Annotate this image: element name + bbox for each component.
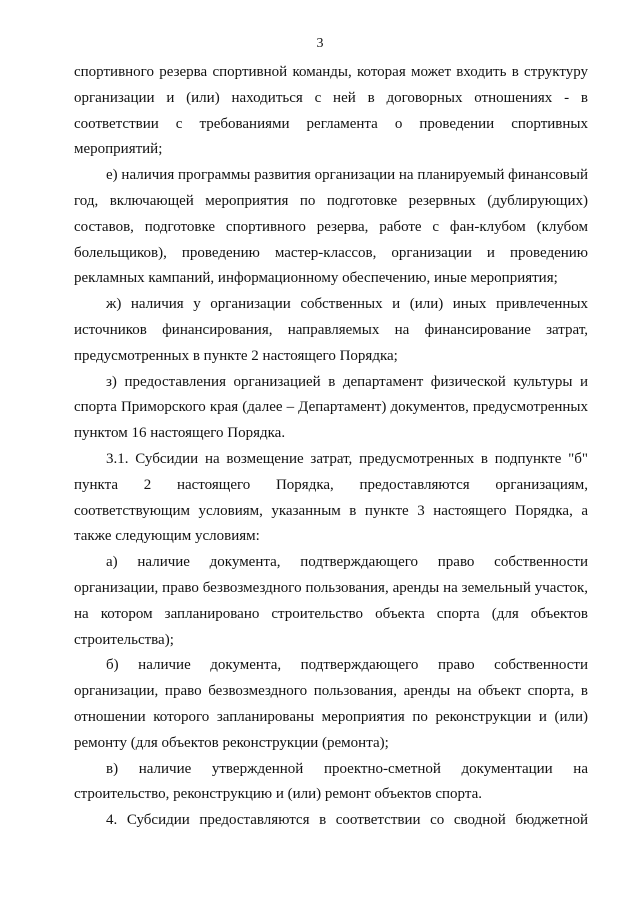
paragraph-b-object-document: б) наличие документа, подтверждающего право собственности организации, право безвозмездного пользования, аренды на объект спорта, в отношении которого запланированы мероприятия по реконструкции и (или) ремонту (для объектов реконструкции (ремонта); <box>74 657 588 751</box>
paragraph-e-development-program: е) наличия программы развития организации на планируемый финансовый год, включающей мероприятия по подготовке резервных (дублирующих) составов, подготовке спортивного резерва, работе с фан-клубом (клубом болельщиков), проведению мастер-классов, организации и проведению рекламных кампаний, информационному обеспечению, иные мероприятия; <box>74 167 588 287</box>
paragraph-v-project-docs: в) наличие утвержденной проектно-сметной документации на строительство, реконструкцию и (или) ремонт объектов спорта. <box>74 760 588 803</box>
paragraph-z-documents: з) предоставления организацией в департамент физической культуры и спорта Приморского края (далее – Департамент) документов, предусмотренных пунктом 16 настоящего Порядка. <box>74 373 588 442</box>
paragraph-3-1-subsidies: 3.1. Субсидии на возмещение затрат, предусмотренных в подпункте "б" пункта 2 настоящего Порядка, предоставляются организациям, соответствующим условиям, указанным в пункте 3 настоящего Порядка, а также следующим условиям: <box>74 450 588 545</box>
document-body <box>74 60 588 834</box>
paragraph-sport-reserve: спортивного резерва спортивной команды, которая может входить в структуру организации и (или) находиться с ней в договорных отношениях - в соответствии с требованиями регламента о проведении спортивных мероприятий; <box>74 64 588 158</box>
paragraph-4-budget: 4. Субсидии предоставляются в соответствии со сводной бюджетной <box>106 812 588 829</box>
page-number: 3 <box>316 36 324 51</box>
paragraph-a-land-document: а) наличие документа, подтверждающего право собственности организации, право безвозмездного пользования, аренды на земельный участок, на котором запланировано строительство объекта спорта (для объектов строительства); <box>74 554 588 648</box>
paragraph-zh-funding-sources: ж) наличия у организации собственных и (или) иных привлеченных источников финансирования, направляемых на финансирование затрат, предусмотренных в пункте 2 настоящего Порядка; <box>74 296 588 364</box>
